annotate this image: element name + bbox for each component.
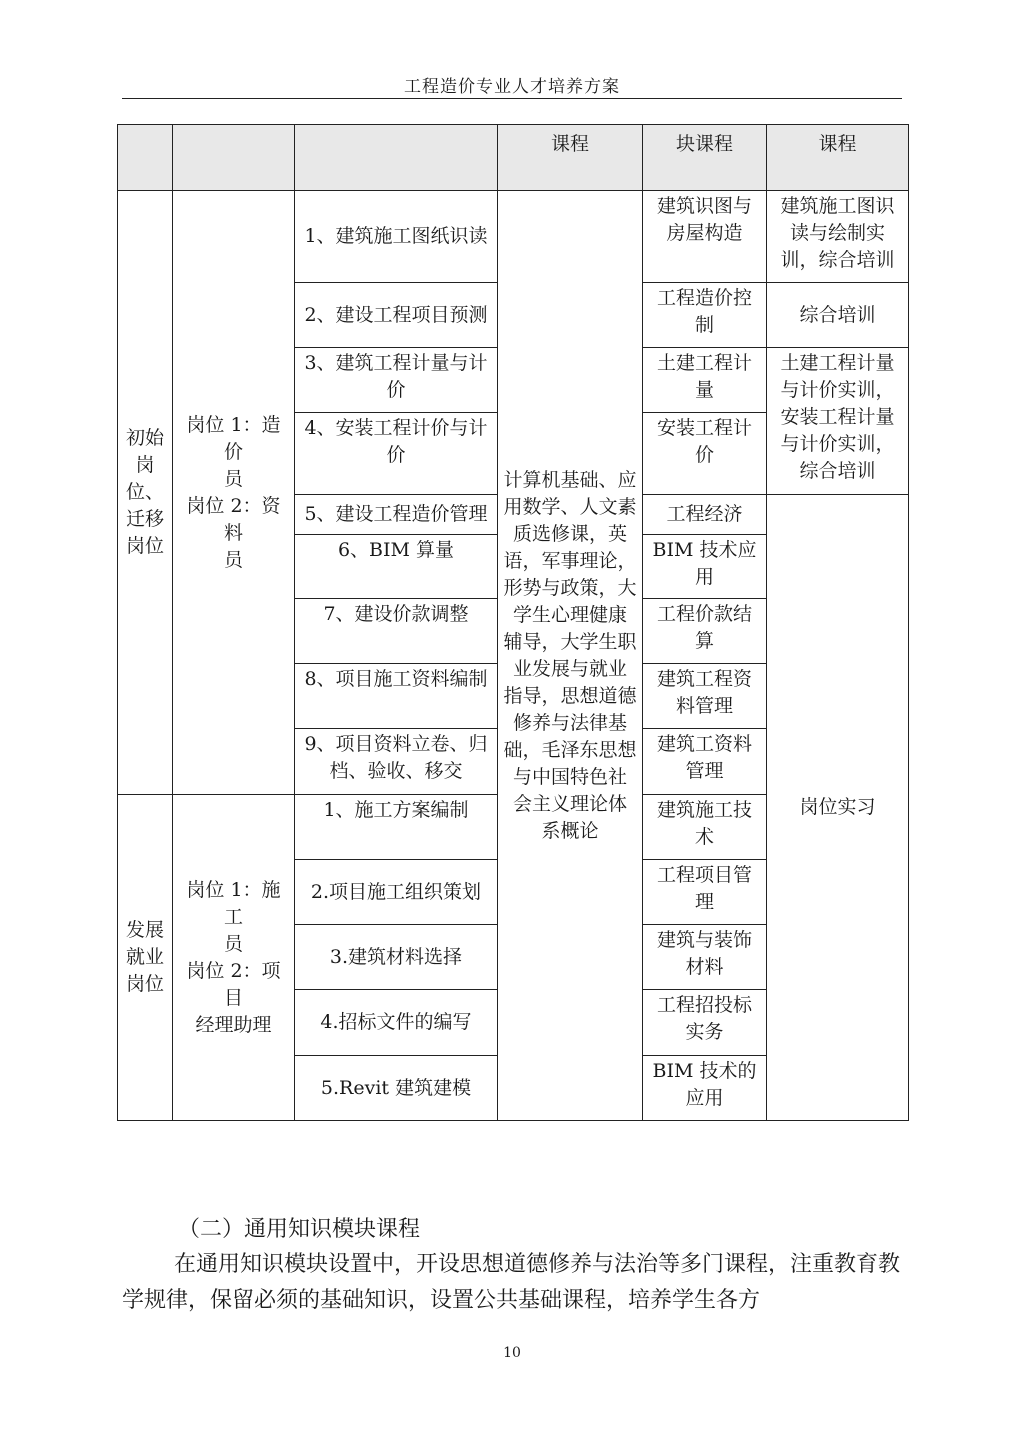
- header-cell: [295, 125, 498, 191]
- page-number: 10: [503, 1345, 521, 1361]
- cell-line: 发展: [125, 919, 164, 941]
- cell-line: 安装工程计量: [780, 406, 895, 428]
- cell-line: 岗位 2：资料: [186, 494, 281, 544]
- cell-line: 系概论: [541, 819, 599, 842]
- module-course-cell: [643, 348, 767, 413]
- ability-cell: [295, 535, 498, 599]
- page-header-title: 工程造价专业人才培养方案: [404, 77, 620, 97]
- cell-line: 员: [223, 932, 243, 955]
- cell-line: 迁移: [125, 508, 164, 530]
- cell-line: 岗位: [125, 535, 164, 557]
- module-course-cell: [643, 495, 767, 535]
- cell-line: 与中国特色社: [512, 765, 627, 788]
- cell-line: 安装工程计: [656, 417, 752, 439]
- cell-line: 建筑识图与: [656, 195, 752, 217]
- general-courses-cell: [498, 191, 643, 1121]
- cell-line: 与计价实训，: [780, 433, 895, 455]
- cell-line: 业发展与就业: [512, 657, 627, 680]
- module-course-cell: [643, 283, 767, 348]
- body-paragraph: 在通用知识模块设置中，开设思想道德修养与法治等多门课程，注重教育教学规律，保留必须的基础知识，设置公共基础课程，培养学生各方: [122, 1252, 901, 1313]
- ability-cell: [295, 348, 498, 413]
- group-label-initial: [118, 191, 173, 795]
- cell-line: 建筑与装饰: [656, 929, 752, 951]
- cell-line: 读与绘制实: [789, 222, 885, 244]
- cell-line: 初始: [125, 427, 164, 449]
- cell-line: 经理助理: [195, 1013, 272, 1036]
- cell-line: 4、安装工程计价与计: [304, 417, 488, 439]
- cell-line: 训，综合培训: [780, 249, 895, 271]
- cell-line: 6、BIM 算量: [337, 539, 455, 561]
- cell-line: 用: [694, 566, 714, 588]
- cell-line: 指导，思想道德: [503, 684, 637, 707]
- cell-line: 工程价款结: [656, 603, 752, 625]
- cell-line: 1、建筑施工图纸识读: [304, 225, 488, 247]
- cell-line: 价: [386, 444, 406, 466]
- ability-cell: [295, 795, 498, 860]
- cell-line: 土建工程计: [656, 352, 752, 374]
- cell-line: 应用: [685, 1087, 724, 1109]
- cell-line: 料管理: [675, 695, 733, 717]
- module-course-cell: [643, 413, 767, 495]
- ability-cell: [295, 729, 498, 795]
- cell-line: 工程经济: [666, 503, 743, 525]
- cell-line: 管理: [685, 760, 724, 782]
- cell-line: 价: [386, 379, 406, 401]
- cell-line: 土建工程计量: [780, 352, 895, 374]
- cell-line: 价: [694, 444, 714, 466]
- ability-cell: [295, 599, 498, 664]
- cell-line: 2.项目施工组织策划: [310, 880, 482, 903]
- cell-line: 学生心理健康: [512, 603, 627, 626]
- cell-line: 3、建筑工程计量与计: [304, 352, 488, 374]
- module-course-cell: [643, 599, 767, 664]
- cell-line: 计算机基础、应: [503, 468, 637, 491]
- cell-line: 岗位 2：项目: [186, 959, 281, 1009]
- cell-line: 建筑施工技: [656, 799, 752, 821]
- header-cell: 课程: [767, 125, 909, 191]
- cell-line: 建筑施工图识: [780, 195, 895, 217]
- cell-line: 3.建筑材料选择: [329, 945, 463, 968]
- cell-line: 8、项目施工资料编制: [304, 668, 488, 690]
- cell-line: 工程招投标: [656, 994, 752, 1016]
- module-course-cell: [643, 535, 767, 599]
- ability-cell: [295, 413, 498, 495]
- cell-line: 理: [694, 891, 714, 913]
- header-cell: 课程: [498, 125, 643, 191]
- cell-line: 辅导，大学生职: [503, 630, 637, 653]
- cell-line: 材料: [685, 956, 724, 978]
- cell-line: 岗位 1：施工: [186, 878, 281, 928]
- cell-line: 用数学、人文素: [503, 495, 637, 518]
- cell-line: 9、项目资料立卷、归: [304, 733, 488, 755]
- cell-line: 工程造价控: [656, 287, 752, 309]
- cell-line: 4.招标文件的编写: [320, 1011, 472, 1033]
- cell-line: 量: [694, 379, 714, 401]
- cell-line: 档、验收、移交: [329, 760, 463, 782]
- ability-cell: [295, 990, 498, 1056]
- ability-cell: [295, 860, 498, 925]
- table-row: [118, 191, 909, 283]
- header-cell: [118, 125, 173, 191]
- cell-line: 综合培训: [799, 460, 876, 482]
- cell-line: 工程项目管: [656, 864, 752, 886]
- module-course-cell: [643, 925, 767, 990]
- cell-line: BIM 技术应: [652, 539, 757, 561]
- cell-line: 础，毛泽东思想: [503, 738, 637, 761]
- header-cell: [173, 125, 295, 191]
- cell-line: 制: [694, 314, 714, 336]
- cell-line: 员: [223, 548, 243, 571]
- module-course-cell: [643, 729, 767, 795]
- header-cell: 块课程: [643, 125, 767, 191]
- cell-line: 实务: [685, 1021, 724, 1043]
- cell-line: 房屋构造: [666, 222, 743, 244]
- cell-line: 修养与法律基: [512, 711, 627, 734]
- cell-line: 位、: [125, 481, 164, 503]
- ability-cell: [295, 283, 498, 348]
- cell-line: 岗: [135, 454, 155, 476]
- module-course-cell: [643, 795, 767, 860]
- positions-initial: [173, 191, 295, 795]
- table-header-row: [118, 125, 909, 191]
- module-course-cell: [643, 664, 767, 729]
- module-course-cell: [643, 191, 767, 283]
- practice-cell: [767, 191, 909, 283]
- cell-line: 形势与政策，大: [503, 576, 637, 599]
- cell-line: 岗位实习: [799, 796, 876, 818]
- group-label-development: [118, 795, 173, 1121]
- section-title: （二）通用知识模块课程: [178, 1217, 421, 1242]
- positions-development: [173, 795, 295, 1121]
- ability-cell: [295, 664, 498, 729]
- cell-line: 语，军事理论，: [503, 549, 637, 572]
- cell-line: 建筑工程资: [656, 668, 752, 690]
- cell-line: 与计价实训，: [780, 379, 895, 401]
- cell-line: 质选修课，英: [512, 522, 627, 545]
- module-course-cell: [643, 1056, 767, 1121]
- curriculum-table: [117, 124, 909, 1121]
- header-divider: [122, 98, 902, 99]
- ability-cell: [295, 191, 498, 283]
- cell-line: 7、建设价款调整: [323, 603, 469, 625]
- cell-line: 1、施工方案编制: [323, 799, 469, 821]
- ability-cell: [295, 925, 498, 990]
- ability-cell: [295, 1056, 498, 1121]
- practice-cell: [767, 283, 909, 348]
- module-course-cell: [643, 860, 767, 925]
- ability-cell: [295, 495, 498, 535]
- cell-line: 岗位: [125, 973, 164, 995]
- cell-line: 就业: [125, 946, 164, 968]
- cell-line: 会主义理论体: [512, 792, 627, 815]
- cell-line: 岗位 1：造价: [186, 413, 281, 463]
- cell-line: 员: [223, 467, 243, 490]
- cell-line: 建筑工资料: [656, 733, 752, 755]
- cell-line: BIM 技术的: [652, 1060, 757, 1082]
- practice-cell: [767, 495, 909, 1121]
- cell-line: 综合培训: [799, 303, 876, 326]
- module-course-cell: [643, 990, 767, 1056]
- cell-line: 算: [694, 630, 714, 652]
- cell-line: 2、建设工程项目预测: [304, 303, 488, 326]
- practice-cell: [767, 348, 909, 495]
- cell-line: 5.Revit 建筑建模: [320, 1076, 472, 1099]
- cell-line: 术: [694, 826, 714, 848]
- cell-line: 5、建设工程造价管理: [304, 503, 488, 525]
